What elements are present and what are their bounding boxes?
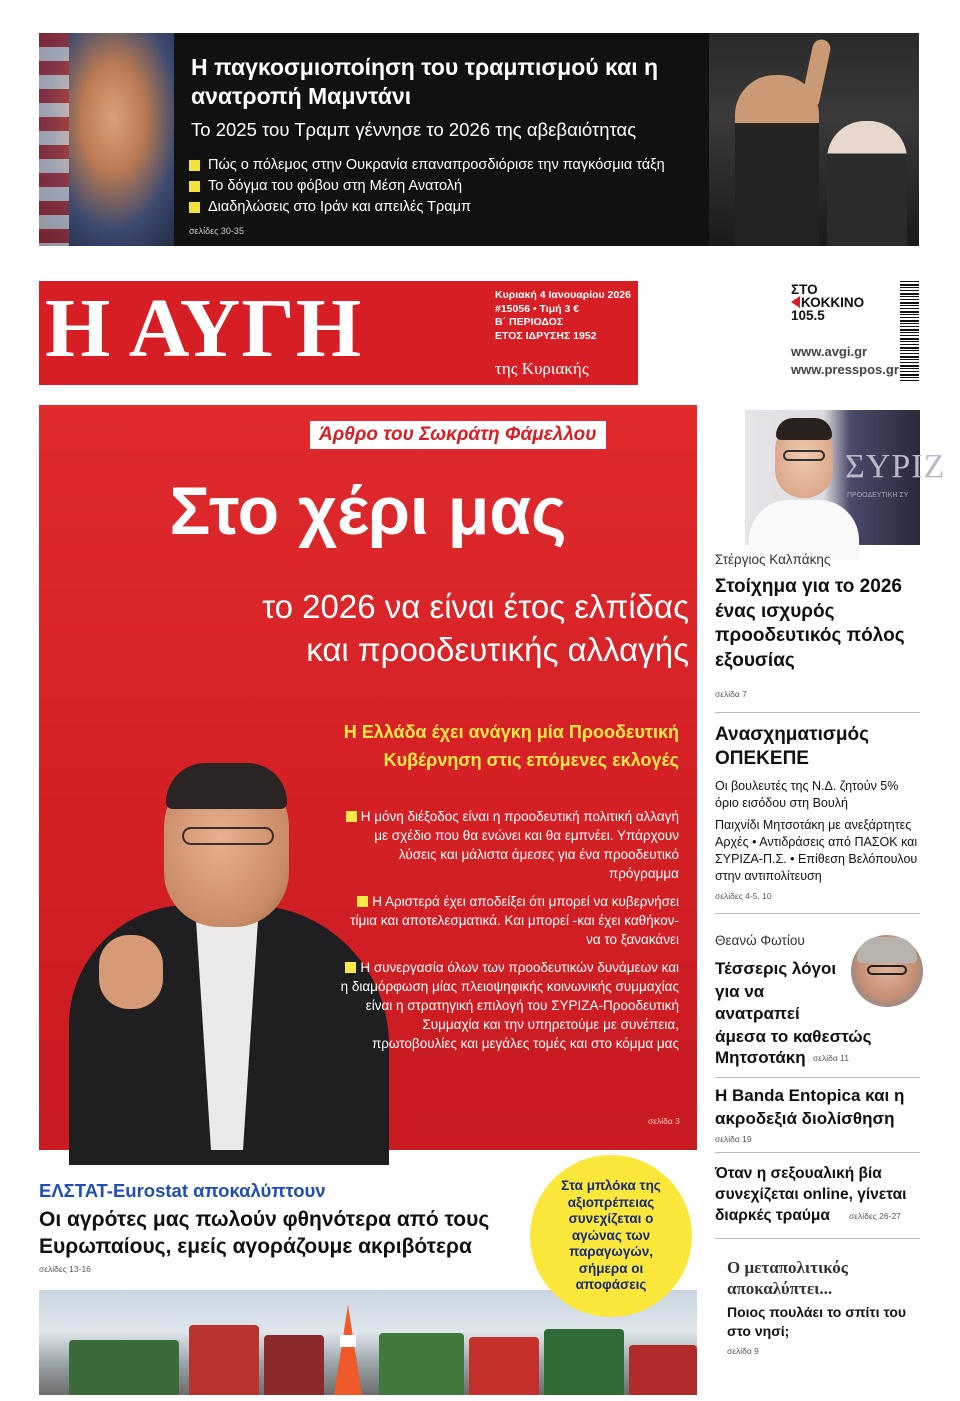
barcode (900, 281, 919, 381)
divider (715, 712, 920, 713)
tractor-shape (544, 1329, 624, 1395)
story-headline[interactable]: Όταν η σεξουαλική βία συνεχίζεται online, γίνεται διαρκές τραύμα (715, 1165, 907, 1224)
bottom-kicker: ΕΛΣΤΑΤ-Eurostat αποκαλύπτουν (39, 1180, 326, 1201)
list-item: Πώς ο πόλεμος στην Ουκρανία επαναπροσδιόρισε την παγκόσμια τάξη (189, 155, 665, 176)
yellow-square-icon (346, 811, 357, 822)
banner-subtitle: Το 2025 του Τραμπ γέννησε το 2026 της αβεβαιότητας (191, 119, 637, 140)
yellow-square-icon (189, 202, 200, 213)
page-reference: σελίδα 19 (715, 1134, 752, 1144)
main-bullet-list (339, 807, 679, 1062)
glasses (182, 827, 274, 845)
main-story[interactable] (39, 405, 697, 1150)
sidebar (715, 405, 946, 1395)
divider (715, 1152, 920, 1153)
website-link[interactable]: www.presspos.gr (791, 362, 899, 377)
yellow-square-icon (189, 181, 200, 192)
tractor-shape (469, 1337, 539, 1395)
divider (715, 1077, 920, 1078)
story-headline[interactable]: Ο μεταπολιτικός αποκαλύπτει... (727, 1258, 848, 1298)
story-text: Ποιος πουλάει το σπίτι του στο νησί; (727, 1304, 907, 1339)
tractor-shape (379, 1333, 464, 1395)
main-subheadline: το 2026 να είναι έτος ελπίδας και προοδευτικής αλλαγής (262, 588, 689, 668)
main-deck: Η Ελλάδα έχει ανάγκη μία Προοδευτική Κυβέρνηση στις επόμενες εκλογές (343, 722, 679, 770)
tractor-shape (189, 1325, 259, 1395)
story-text: Παιχνίδι Μητσοτάκη με ανεξάρτητες Αρχές • Αντιδράσεις από ΠΑΣΟΚ και ΣΥΡΙΖΑ-Π.Σ. • Επίθεση Βελόπουλου στην αντιπολίτευση (715, 818, 918, 883)
party-logo-sub: ΠΡΟΟΔΕΥΤΙΚΗ ΣΥ (847, 492, 909, 499)
masthead-red-block (39, 281, 638, 385)
hair (776, 418, 832, 440)
issue-number-price: #15056 • Τιμή 3 € (495, 302, 580, 315)
issue-period: Β΄ ΠΕΡΙΟΔΟΣ (495, 316, 564, 328)
main-kicker: Άρθρο του Σωκράτη Φάμελλου (310, 421, 606, 449)
play-triangle-icon (791, 296, 800, 308)
hair (166, 763, 287, 809)
banner-bullet-list (189, 155, 665, 218)
flag-decoration (39, 33, 69, 246)
story-headline[interactable]: Η Banda Entopica και η ακροδεξιά διολίσθηση (715, 1086, 905, 1128)
tractor-shape (264, 1335, 324, 1395)
trump-photo (39, 33, 174, 246)
story-author: Θεανώ Φωτίου (715, 933, 805, 948)
mamdani-sanders-photo (709, 33, 919, 246)
page-reference: σελίδες 13-16 (39, 1264, 91, 1274)
radio-logo[interactable]: ΣΤΟ ΚΟΚΚΙΝΟ 105.5 (791, 282, 865, 323)
website-link[interactable]: www.avgi.gr (791, 344, 868, 359)
websites (791, 343, 899, 379)
yellow-callout-circle[interactable]: Στα μπλόκα της αξιοπρέπειας συνεχίζεται ο αγώνας των παραγωγών, σήμερα οι αποφάσεις (530, 1155, 692, 1317)
issue-date: Κυριακή 4 Ιανουαρίου 2026 (495, 289, 631, 301)
issue-info (495, 289, 631, 343)
masthead (39, 281, 919, 385)
page-reference: σελίδα 9 (727, 1346, 759, 1356)
story-headline-end[interactable]: Μητσοτάκη (715, 1048, 806, 1067)
yellow-square-icon (357, 896, 368, 907)
list-item: Η μόνη διέξοδος είναι η προοδευτική πολιτική αλλαγή με σχέδιο που θα ενώνει και θα εμπνέει. Υπάρχουν λύσεις και μάλιστα άμεσες για ένα προοδευτικό πρόγραμμα (339, 807, 679, 883)
divider (715, 913, 920, 914)
yellow-square-icon (345, 962, 356, 973)
person-figure (735, 75, 819, 246)
list-item: Διαδηλώσεις στο Ιράν και απειλές Τραμπ (189, 197, 665, 218)
newspaper-logo[interactable]: Η ΑΥΓΗ (45, 282, 363, 375)
kalpakis-photo (745, 410, 946, 545)
top-banner[interactable] (39, 33, 919, 246)
glasses (783, 450, 825, 461)
banner-headline[interactable]: Η παγκοσμιοποίηση του τραμπισμού και η ανατροπή Μαμντάνι (191, 54, 659, 109)
edition-label: της Κυριακής (495, 359, 589, 378)
yellow-square-icon (189, 160, 200, 171)
party-logo: ΣΥΡΙΖ (845, 448, 946, 485)
page-reference: σελίδα 7 (715, 689, 747, 699)
page-reference: σελίδες 26-27 (849, 1211, 901, 1221)
fist (99, 935, 163, 1009)
divider (715, 1238, 920, 1239)
founding-year: ΕΤΟΣ ΙΔΡΥΣΗΣ 1952 (495, 329, 597, 342)
page-reference: σελίδες 4-5, 10 (715, 891, 772, 901)
page-reference: σελίδα 3 (648, 1116, 680, 1126)
story-author: Στέργιος Καλπάκης (715, 552, 831, 567)
tractor-shape (629, 1345, 697, 1395)
page-reference: σελίδα 11 (813, 1053, 850, 1063)
story-headline[interactable]: Τέσσερις λόγοι για να ανατραπεί άμεσα το καθεστώς (715, 959, 872, 1046)
story-headline[interactable]: Στοίχημα για το 2026 ένας ισχυρός προοδευτικός πόλος εξουσίας (715, 576, 905, 671)
shirt (749, 500, 859, 560)
truck-shape (69, 1340, 179, 1395)
person-figure (827, 121, 907, 246)
main-headline[interactable]: Στο χέρι μας (169, 473, 567, 549)
story-text: Οι βουλευτές της Ν.Δ. ζητούν 5% όριο εισόδου στη Βουλή (715, 779, 899, 810)
list-item: Η συνεργασία όλων των προοδευτικών δυνάμεων και η διαμόρφωση μίας πλειοψηφικής κοινωνικής συμμαχίας είναι η στρατηγική επιλογή του ΣΥΡΙΖΑ-Προοδευτική Συμμαχία και την υπηρετούμε με συνέπεια, πρωτοβουλίες και μεγάλες τομές και στο κόμμα μας (340, 960, 679, 1051)
traffic-cone-shape (334, 1305, 362, 1395)
story-headline[interactable]: Ανασχηματισμός ΟΠΕΚΕΠΕ (715, 724, 869, 769)
page-reference: σελίδες 30-35 (189, 226, 244, 236)
bottom-headline[interactable]: Οι αγρότες μας πωλούν φθηνότερα από τους Ευρωπαίους, εμείς αγοράζουμε ακριβότερα (39, 1208, 490, 1258)
list-item: Το δόγμα του φόβου στη Μέση Ανατολή (189, 176, 665, 197)
list-item: Η Αριστερά έχει αποδείξει ότι μπορεί να κυβερνήσει τίμια και αποτελεσματικά. Και μπορεί -και έχει καθήκον- να το ξανακάνει (350, 894, 679, 947)
